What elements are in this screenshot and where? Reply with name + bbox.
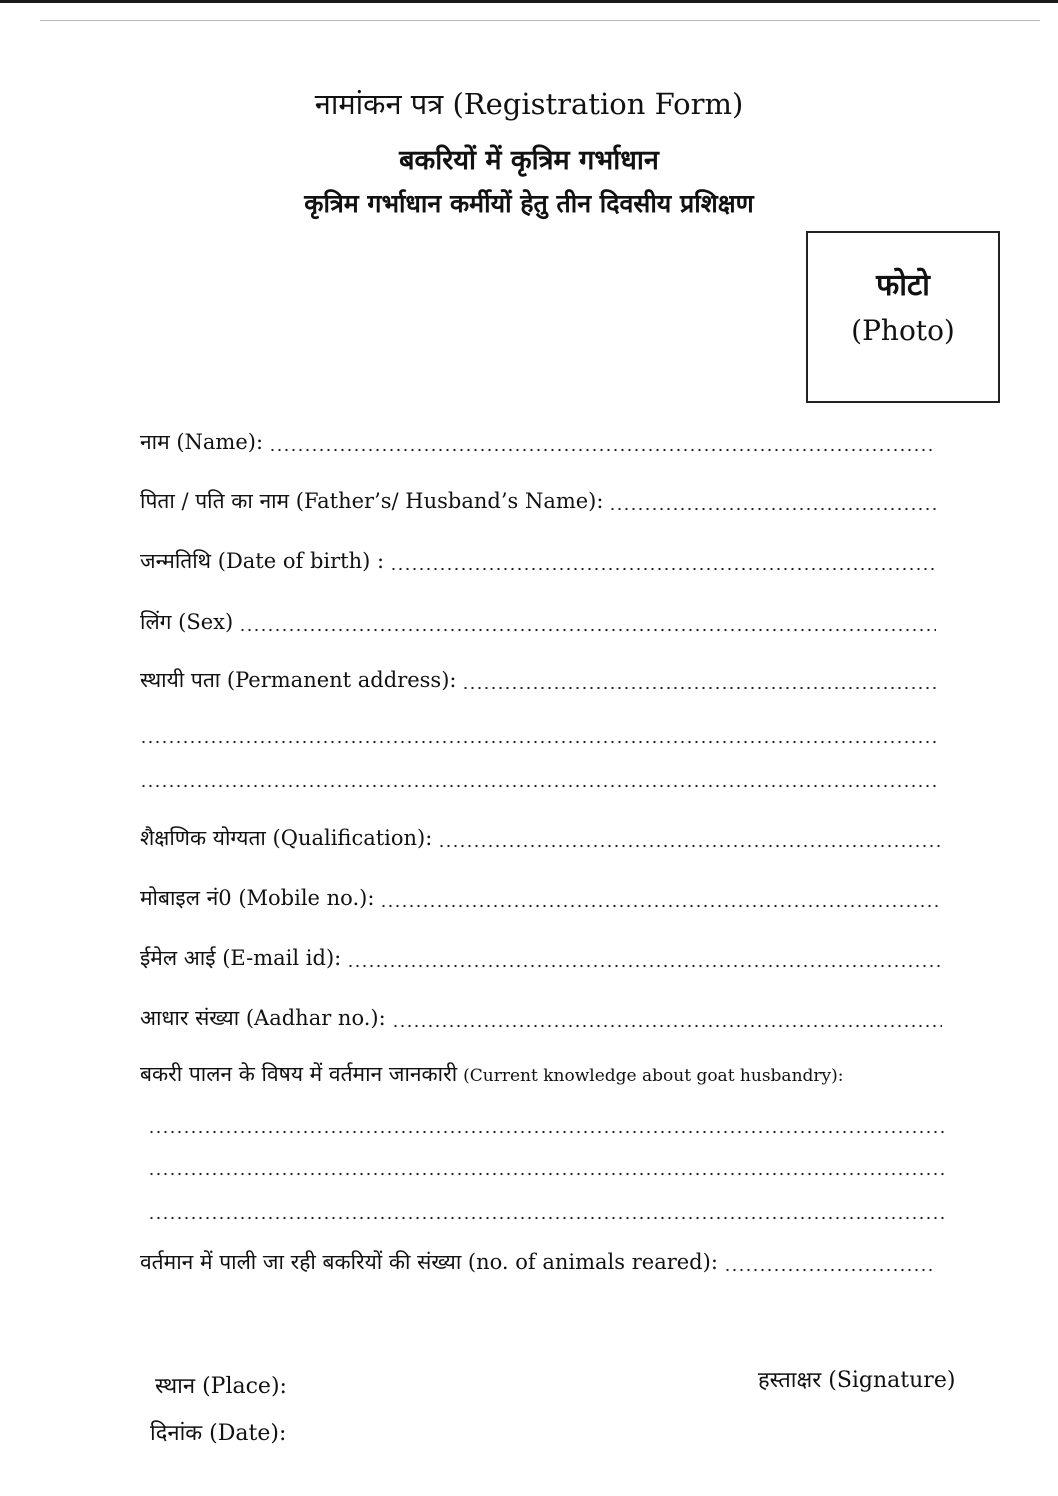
mobile-field[interactable] <box>380 903 940 909</box>
photo-label-english: (Photo) <box>851 314 955 347</box>
knowledge-field-line-3[interactable] <box>148 1215 948 1221</box>
animals-label: वर्तमान में पाली जा रही बकरियों की संख्या (no. of animals reared): <box>140 1250 718 1274</box>
name-label: नाम (Name): <box>140 430 264 454</box>
email-label: ईमेल आई (E-mail id): <box>140 946 342 970</box>
father-name-label: पिता / पति का नाम (Father’s/ Husband’s Name): <box>140 489 604 513</box>
address-field-line-3[interactable] <box>140 783 938 789</box>
father-name-field[interactable] <box>609 506 936 512</box>
form-subtitle: बकरियों में कृत्रिम गर्भाधान <box>399 145 659 176</box>
address-field-line-2[interactable] <box>140 739 938 745</box>
knowledge-label-english: (Current knowledge about goat husbandry): <box>463 1066 844 1086</box>
address-line-2-row <box>140 720 938 750</box>
knowledge-line-3-row <box>148 1196 948 1226</box>
signature-label: हस्ताक्षर (Signature) <box>758 1368 956 1393</box>
form-title: नामांकन पत्र (Registration Form) <box>314 87 744 121</box>
animals-row <box>140 1248 936 1278</box>
scan-top-border <box>0 0 1058 3</box>
address-label: स्थायी पता (Permanent address): <box>140 668 457 692</box>
sex-label: लिंग (Sex) <box>140 610 234 634</box>
name-row <box>140 428 936 458</box>
address-row <box>140 666 938 696</box>
training-title: कृत्रिम गर्भाधान कर्मीयों हेतु तीन दिवसीय प्रशिक्षण <box>304 189 754 218</box>
qualification-row <box>140 824 940 854</box>
email-field[interactable] <box>347 963 940 969</box>
photo-label-hindi: फोटो <box>876 268 930 303</box>
aadhar-field[interactable] <box>392 1023 942 1029</box>
dob-label: जन्मतिथि (Date of birth) : <box>140 549 385 573</box>
knowledge-field-line-1[interactable] <box>148 1129 944 1135</box>
email-row <box>140 944 940 974</box>
knowledge-line-2-row <box>148 1152 944 1182</box>
aadhar-row <box>140 1004 942 1034</box>
qualification-label: शैक्षणिक योग्यता (Qualification): <box>140 826 433 850</box>
animals-field[interactable] <box>724 1267 936 1273</box>
knowledge-line-1-row <box>148 1110 944 1140</box>
scan-top-rule <box>40 20 1040 21</box>
mobile-row <box>140 884 940 914</box>
knowledge-row <box>140 1060 942 1090</box>
knowledge-field-line-2[interactable] <box>148 1171 944 1177</box>
dob-row <box>140 547 936 577</box>
sex-row <box>140 608 936 638</box>
aadhar-label: आधार संख्या (Aadhar no.): <box>140 1006 386 1030</box>
qualification-field[interactable] <box>438 843 940 849</box>
address-line-3-row <box>140 764 938 794</box>
dob-field[interactable] <box>390 566 936 572</box>
address-field-line-1[interactable] <box>462 685 938 691</box>
mobile-label: मोबाइल नं0 (Mobile no.): <box>140 886 375 910</box>
knowledge-label-hindi: बकरी पालन के विषय में वर्तमान जानकारी <box>140 1062 458 1086</box>
sex-field[interactable] <box>239 627 936 633</box>
photo-box[interactable] <box>806 231 1000 403</box>
name-field[interactable] <box>269 447 936 453</box>
place-label: स्थान (Place): <box>155 1374 287 1399</box>
date-label: दिनांक (Date): <box>150 1421 287 1446</box>
father-name-row <box>140 487 936 517</box>
